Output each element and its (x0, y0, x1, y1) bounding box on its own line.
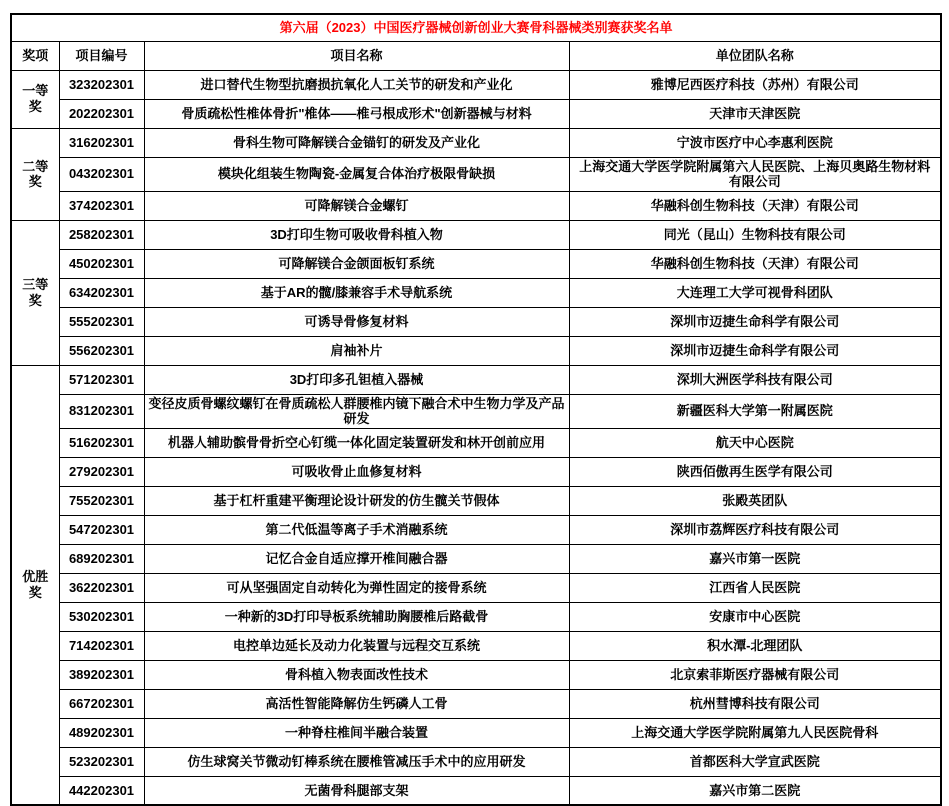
unit-name-cell: 深圳市迈捷生命科学有限公司 (569, 336, 941, 365)
table-row (11, 220, 941, 249)
project-id-cell: 634202301 (59, 278, 144, 307)
table-row (11, 631, 941, 660)
table-row (11, 191, 941, 220)
project-id-cell: 530202301 (59, 602, 144, 631)
project-name-cell: 可从坚强固定自动转化为弹性固定的接骨系统 (144, 573, 569, 602)
project-name-cell: 基于杠杆重建平衡理论设计研发的仿生髋关节假体 (144, 486, 569, 515)
column-header-unit-name: 单位团队名称 (569, 41, 941, 70)
unit-name-cell: 安康市中心医院 (569, 602, 941, 631)
project-name-cell: 肩袖补片 (144, 336, 569, 365)
project-name-cell: 可降解镁合金颌面板钉系统 (144, 249, 569, 278)
unit-name-cell: 深圳市荔辉医疗科技有限公司 (569, 515, 941, 544)
table-row (11, 573, 941, 602)
award-table-body (11, 14, 941, 805)
column-header-project-name: 项目名称 (144, 41, 569, 70)
project-id-cell: 202202301 (59, 99, 144, 128)
project-name-cell: 高活性智能降解仿生钙磷人工骨 (144, 689, 569, 718)
table-row (11, 486, 941, 515)
project-name-cell: 电控单边延长及动力化装置与远程交互系统 (144, 631, 569, 660)
project-name-cell: 骨科生物可降解镁合金锚钉的研发及产业化 (144, 128, 569, 157)
unit-name-cell: 嘉兴市第二医院 (569, 776, 941, 805)
unit-name-cell: 上海交通大学医学院附属第九人民医院骨科 (569, 718, 941, 747)
project-id-cell: 556202301 (59, 336, 144, 365)
table-row (11, 660, 941, 689)
project-id-cell: 389202301 (59, 660, 144, 689)
project-id-cell: 555202301 (59, 307, 144, 336)
table-row (11, 602, 941, 631)
table-row (11, 336, 941, 365)
project-id-cell: 043202301 (59, 157, 144, 191)
unit-name-cell: 华融科创生物科技（天津）有限公司 (569, 191, 941, 220)
unit-name-cell: 积水潭-北理团队 (569, 631, 941, 660)
unit-name-cell: 新疆医科大学第一附属医院 (569, 394, 941, 428)
unit-name-cell: 雅博尼西医疗科技（苏州）有限公司 (569, 70, 941, 99)
unit-name-cell: 杭州彗博科技有限公司 (569, 689, 941, 718)
table-row (11, 394, 941, 428)
project-id-cell: 316202301 (59, 128, 144, 157)
project-id-cell: 362202301 (59, 573, 144, 602)
header-row (11, 41, 941, 70)
unit-name-cell: 北京索菲斯医疗器械有限公司 (569, 660, 941, 689)
unit-name-cell: 陕西佰傲再生医学有限公司 (569, 457, 941, 486)
project-id-cell: 523202301 (59, 747, 144, 776)
table-row (11, 428, 941, 457)
project-name-cell: 第二代低温等离子手术消融系统 (144, 515, 569, 544)
project-name-cell: 可降解镁合金螺钉 (144, 191, 569, 220)
table-row (11, 157, 941, 191)
table-row (11, 689, 941, 718)
table-row (11, 70, 941, 99)
table-row (11, 718, 941, 747)
unit-name-cell: 深圳大洲医学科技有限公司 (569, 365, 941, 394)
unit-name-cell: 同光（昆山）生物科技有限公司 (569, 220, 941, 249)
project-name-cell: 3D打印多孔钽植入器械 (144, 365, 569, 394)
table-row (11, 278, 941, 307)
column-header-project-id: 项目编号 (59, 41, 144, 70)
title-row (11, 14, 941, 41)
project-id-cell: 667202301 (59, 689, 144, 718)
unit-name-cell: 深圳市迈捷生命科学有限公司 (569, 307, 941, 336)
unit-name-cell: 张殿英团队 (569, 486, 941, 515)
table-row (11, 307, 941, 336)
project-id-cell: 831202301 (59, 394, 144, 428)
project-id-cell: 489202301 (59, 718, 144, 747)
unit-name-cell: 嘉兴市第一医院 (569, 544, 941, 573)
project-name-cell: 机器人辅助髌骨骨折空心钉缆一体化固定装置研发和林开创前应用 (144, 428, 569, 457)
project-id-cell: 689202301 (59, 544, 144, 573)
table-row (11, 457, 941, 486)
unit-name-cell: 江西省人民医院 (569, 573, 941, 602)
project-name-cell: 可吸收骨止血修复材料 (144, 457, 569, 486)
project-name-cell: 骨科植入物表面改性技术 (144, 660, 569, 689)
project-name-cell: 进口替代生物型抗磨损抗氧化人工关节的研发和产业化 (144, 70, 569, 99)
project-id-cell: 323202301 (59, 70, 144, 99)
unit-name-cell: 首都医科大学宣武医院 (569, 747, 941, 776)
table-row (11, 249, 941, 278)
project-id-cell: 279202301 (59, 457, 144, 486)
project-name-cell: 一种脊柱椎间半融合装置 (144, 718, 569, 747)
project-name-cell: 基于AR的髋/膝兼容手术导航系统 (144, 278, 569, 307)
project-name-cell: 3D打印生物可吸收骨科植入物 (144, 220, 569, 249)
award-category-cell: 一等奖 (11, 70, 59, 128)
table-row (11, 128, 941, 157)
award-winners-table (10, 13, 942, 806)
unit-name-cell: 上海交通大学医学院附属第六人民医院、上海贝奥路生物材料有限公司 (569, 157, 941, 191)
table-row (11, 515, 941, 544)
table-row (11, 776, 941, 805)
table-row (11, 747, 941, 776)
project-name-cell: 记忆合金自适应撑开椎间融合器 (144, 544, 569, 573)
table-row (11, 99, 941, 128)
project-name-cell: 可诱导骨修复材料 (144, 307, 569, 336)
table-title: 第六届（2023）中国医疗器械创新创业大赛骨科器械类别赛获奖名单 (11, 14, 941, 41)
project-id-cell: 755202301 (59, 486, 144, 515)
project-id-cell: 571202301 (59, 365, 144, 394)
project-id-cell: 442202301 (59, 776, 144, 805)
project-name-cell: 变径皮质骨螺纹螺钉在骨质疏松人群腰椎内镜下融合术中生物力学及产品研发 (144, 394, 569, 428)
award-category-cell: 优胜奖 (11, 365, 59, 805)
project-id-cell: 714202301 (59, 631, 144, 660)
project-name-cell: 仿生球窝关节微动钉棒系统在腰椎管减压手术中的应用研发 (144, 747, 569, 776)
project-name-cell: 骨质疏松性椎体骨折"椎体——椎弓根成形术"创新器械与材料 (144, 99, 569, 128)
table-row (11, 365, 941, 394)
project-name-cell: 无菌骨科腿部支架 (144, 776, 569, 805)
unit-name-cell: 宁波市医疗中心李惠利医院 (569, 128, 941, 157)
project-id-cell: 516202301 (59, 428, 144, 457)
table-row (11, 544, 941, 573)
unit-name-cell: 天津市天津医院 (569, 99, 941, 128)
unit-name-cell: 大连理工大学可视骨科团队 (569, 278, 941, 307)
project-id-cell: 450202301 (59, 249, 144, 278)
column-header-award: 奖项 (11, 41, 59, 70)
unit-name-cell: 华融科创生物科技（天津）有限公司 (569, 249, 941, 278)
project-name-cell: 模块化组装生物陶瓷-金属复合体治疗极限骨缺损 (144, 157, 569, 191)
award-category-cell: 二等奖 (11, 128, 59, 220)
project-id-cell: 547202301 (59, 515, 144, 544)
unit-name-cell: 航天中心医院 (569, 428, 941, 457)
award-category-cell: 三等奖 (11, 220, 59, 365)
project-name-cell: 一种新的3D打印导板系统辅助胸腰椎后路截骨 (144, 602, 569, 631)
project-id-cell: 258202301 (59, 220, 144, 249)
project-id-cell: 374202301 (59, 191, 144, 220)
